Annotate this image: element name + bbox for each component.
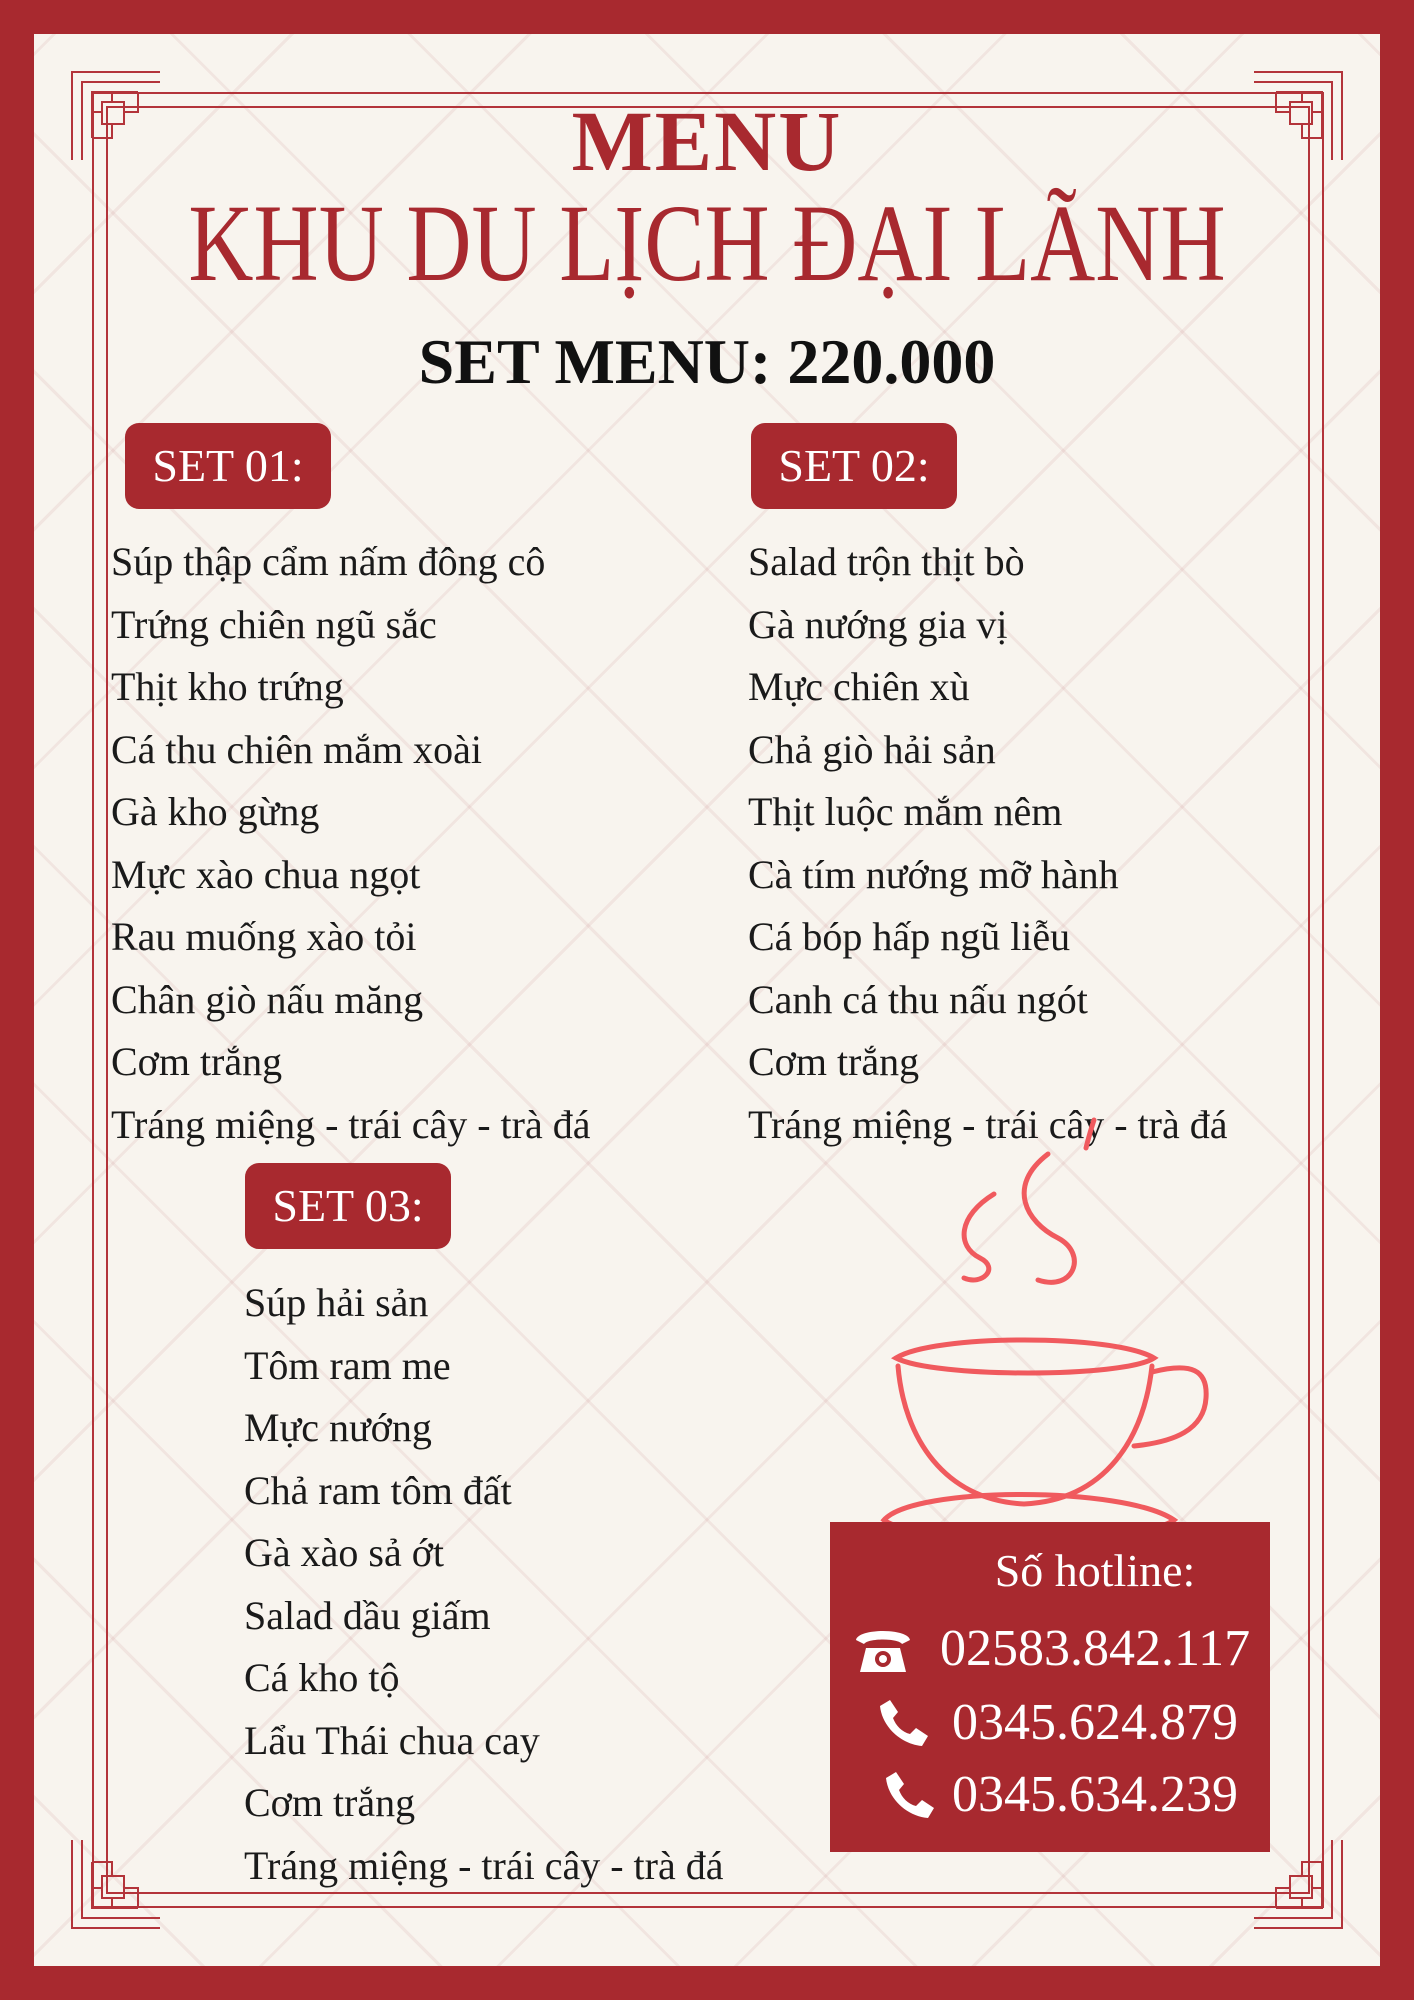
coffee-cup-icon (874, 1108, 1244, 1548)
menu-page (34, 34, 1380, 1966)
hotline-row (830, 1614, 1270, 1684)
list-item: Salad dầu giấm (244, 1592, 491, 1638)
list-item: Trứng chiên ngũ sắc (111, 601, 437, 647)
list-item: Thịt kho trứng (111, 664, 344, 709)
list-item: Cá thu chiên mắm xoài (111, 726, 483, 772)
hotline-title: Số hotline: (994, 1545, 1196, 1596)
list-item: Cơm trắng (748, 1039, 920, 1084)
list-item: Tôm ram me (244, 1342, 451, 1388)
list-item: Chả giò hải sản (748, 726, 996, 772)
hotline-box (830, 1522, 1270, 1852)
hotline-number[interactable]: 02583.842.117 (940, 1620, 1251, 1677)
list-item: Tráng miệng - trái cây - trà đá (111, 1101, 591, 1147)
corner-ornament-icon (68, 1836, 164, 1932)
hotline-row (830, 1688, 1270, 1758)
hotline-number[interactable]: 0345.624.879 (952, 1694, 1238, 1751)
set-02-list (748, 531, 1227, 1156)
list-item: Tráng miệng - trái cây - trà đá (244, 1842, 724, 1888)
list-item: Súp hải sản (244, 1280, 429, 1325)
phone-icon (884, 1768, 936, 1820)
list-item: Gà nướng gia vị (748, 601, 1008, 647)
set-price: SET MENU: 220.000 (418, 326, 996, 397)
set-02-badge: SET 02: (751, 423, 957, 509)
telephone-icon (852, 1622, 914, 1676)
set-03-list (244, 1272, 723, 1897)
list-item: Canh cá thu nấu ngót (748, 976, 1088, 1022)
list-item: Cá bóp hấp ngũ liễu (748, 914, 1071, 959)
list-item: Chân giò nấu măng (111, 976, 424, 1022)
hotline-row (830, 1760, 1270, 1830)
set-01-badge: SET 01: (125, 423, 331, 509)
set-01-list (111, 531, 590, 1156)
list-item: Mực nướng (244, 1405, 432, 1450)
list-item: Gà xào sả ớt (244, 1530, 444, 1575)
list-item: Mực chiên xù (748, 664, 970, 709)
list-item: Lẩu Thái chua cay (244, 1717, 540, 1763)
list-item: Cà tím nướng mỡ hành (748, 851, 1119, 897)
list-item: Chả ram tôm đất (244, 1467, 512, 1513)
list-item: Tráng miệng - trái cây - trà đá (748, 1101, 1228, 1147)
list-item: Gà kho gừng (111, 789, 320, 834)
list-item: Cơm trắng (111, 1039, 283, 1084)
list-item: Rau muống xào tỏi (111, 914, 417, 959)
menu-heading: MENU (571, 93, 843, 189)
list-item: Mực xào chua ngọt (111, 851, 421, 897)
phone-icon (878, 1696, 930, 1748)
page-title: KHU DU LỊCH ĐẠI LÃNH (188, 182, 1226, 304)
list-item: Cá kho tộ (244, 1655, 400, 1700)
list-item: Cơm trắng (244, 1780, 416, 1825)
list-item: Thịt luộc mắm nêm (748, 789, 1063, 834)
list-item: Salad trộn thịt bò (748, 539, 1025, 584)
hotline-number[interactable]: 0345.634.239 (952, 1766, 1238, 1823)
set-03-badge: SET 03: (245, 1163, 451, 1249)
list-item: Súp thập cẩm nấm đông cô (111, 539, 546, 584)
